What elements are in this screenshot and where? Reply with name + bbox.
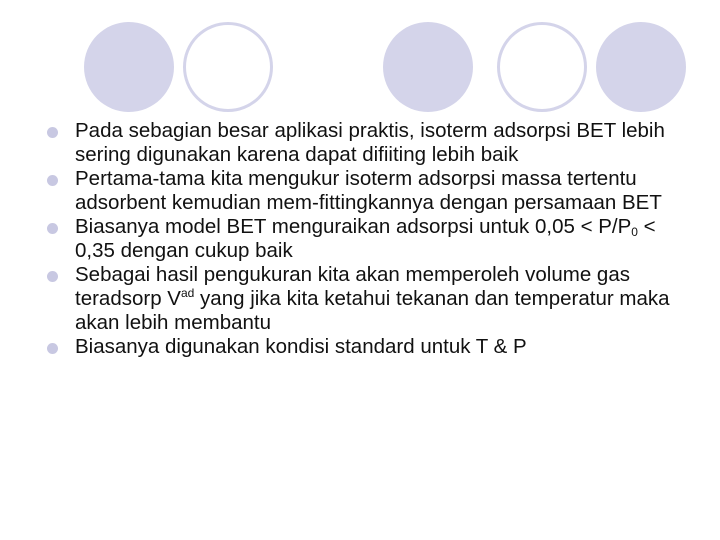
circle-decoration-1 — [84, 22, 174, 112]
circle-decoration-2 — [183, 22, 273, 112]
bullet-text-part: < 0,35 dengan cukup baik — [75, 215, 656, 262]
bullet-item — [47, 215, 697, 263]
circle-decoration-5 — [596, 22, 686, 112]
bullet-dot-icon — [47, 223, 58, 234]
bullet-item — [47, 335, 697, 359]
bullet-text-part: Biasanya model BET menguraikan adsorpsi untuk 0,05 < P/P — [75, 215, 632, 238]
subscript: 0 — [631, 225, 638, 239]
bullet-dot-icon — [47, 175, 58, 186]
bullet-dot-icon — [47, 343, 58, 354]
bullet-text: Biasanya digunakan kondisi standard untuk T & P — [75, 335, 527, 358]
bullet-item — [47, 263, 697, 335]
bullet-item — [47, 119, 697, 167]
bullet-item — [47, 167, 697, 215]
bullet-text-part: Sebagai hasil pengukuran kita akan memperoleh volume gas teradsorp V — [75, 263, 630, 310]
bullet-text: Pada sebagian besar aplikasi praktis, isoterm adsorpsi BET lebih sering digunakan karena dapat difiiting lebih baik — [75, 119, 665, 166]
bullet-list — [47, 119, 697, 359]
bullet-text-part: yang jika kita ketahui tekanan dan temperatur maka akan lebih membantu — [75, 287, 670, 334]
circle-decoration-3 — [383, 22, 473, 112]
bullet-dot-icon — [47, 271, 58, 282]
circle-decoration-4 — [497, 22, 587, 112]
bullet-text: Pertama-tama kita mengukur isoterm adsorpsi massa tertentu adsorbent kemudian mem-fittingkannya dengan persamaan BET — [75, 167, 662, 214]
superscript: ad — [180, 286, 195, 300]
bullet-dot-icon — [47, 127, 58, 138]
